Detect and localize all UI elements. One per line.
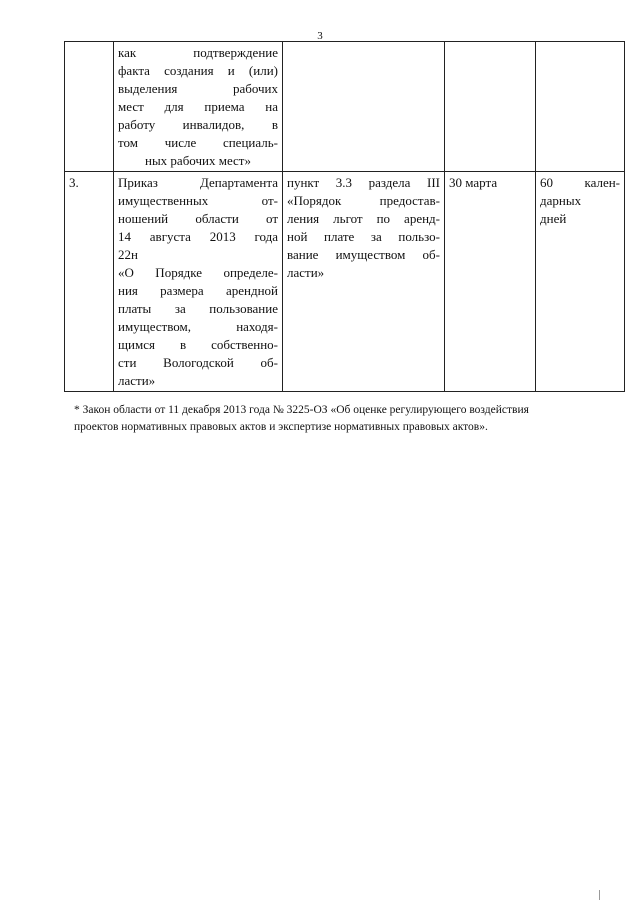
term-cell bbox=[445, 42, 536, 172]
document-line: мест для приема на bbox=[118, 99, 278, 114]
document-line: 14 августа 2013 года bbox=[118, 229, 278, 244]
table-row bbox=[65, 172, 625, 392]
period-line: дарных bbox=[540, 193, 582, 208]
term-line: 30 марта bbox=[449, 175, 498, 190]
document-line: имуществом, находя- bbox=[118, 319, 278, 334]
document-line: как подтверждение bbox=[118, 45, 278, 60]
document-line: платы за пользование bbox=[118, 301, 278, 316]
document-line: сти Вологодской об- bbox=[118, 355, 278, 370]
document-line: том числе специаль- bbox=[118, 135, 278, 150]
document-line: работу инвалидов, в bbox=[118, 117, 278, 132]
document-line: Приказ Департамента bbox=[118, 175, 278, 190]
provision-line: ления льгот по аренд- bbox=[287, 211, 440, 226]
document-line: 22н bbox=[118, 247, 138, 262]
document-line: выделения рабочих bbox=[118, 81, 278, 96]
document-line: факта создания и (или) bbox=[118, 63, 278, 78]
footnote bbox=[74, 402, 604, 436]
period-cell bbox=[536, 172, 625, 392]
provision-line: «Порядок предостав- bbox=[287, 193, 440, 208]
provision-cell bbox=[283, 42, 445, 172]
table-row bbox=[65, 42, 625, 172]
period-cell bbox=[536, 42, 625, 172]
provision-line: вание имуществом об- bbox=[287, 247, 440, 262]
document-line: ласти» bbox=[118, 373, 156, 388]
term-cell bbox=[445, 172, 536, 392]
document-table bbox=[64, 41, 625, 392]
row-number-cell bbox=[65, 42, 114, 172]
document-line: ния размера арендной bbox=[118, 283, 278, 298]
document-line: ных рабочих мест» bbox=[144, 153, 251, 168]
scan-edge-mark bbox=[599, 890, 600, 900]
row-number-cell: 3. bbox=[65, 172, 114, 392]
document-line: «О Порядке определе- bbox=[118, 265, 278, 280]
period-line: 60 кален- bbox=[540, 175, 620, 190]
document-line: щимся в собственно- bbox=[118, 337, 278, 352]
page-number: 3 bbox=[317, 30, 323, 42]
document-line: ношений области от bbox=[118, 211, 278, 226]
provision-line: пункт 3.3 раздела III bbox=[287, 175, 440, 190]
document-cell bbox=[114, 42, 283, 172]
provision-line: ласти» bbox=[287, 265, 325, 280]
provision-cell bbox=[283, 172, 445, 392]
period-line: дней bbox=[540, 211, 567, 226]
document-cell bbox=[114, 172, 283, 392]
footnote-line: * Закон области от 11 декабря 2013 года № 3225-ОЗ «Об оценке регулирующего воздействия bbox=[74, 404, 529, 416]
footnote-line: проектов нормативных правовых актов и экспертизе нормативных правовых актов». bbox=[74, 421, 488, 433]
provision-line: ной плате за пользо- bbox=[287, 229, 440, 244]
document-line: имущественных от- bbox=[118, 193, 278, 208]
